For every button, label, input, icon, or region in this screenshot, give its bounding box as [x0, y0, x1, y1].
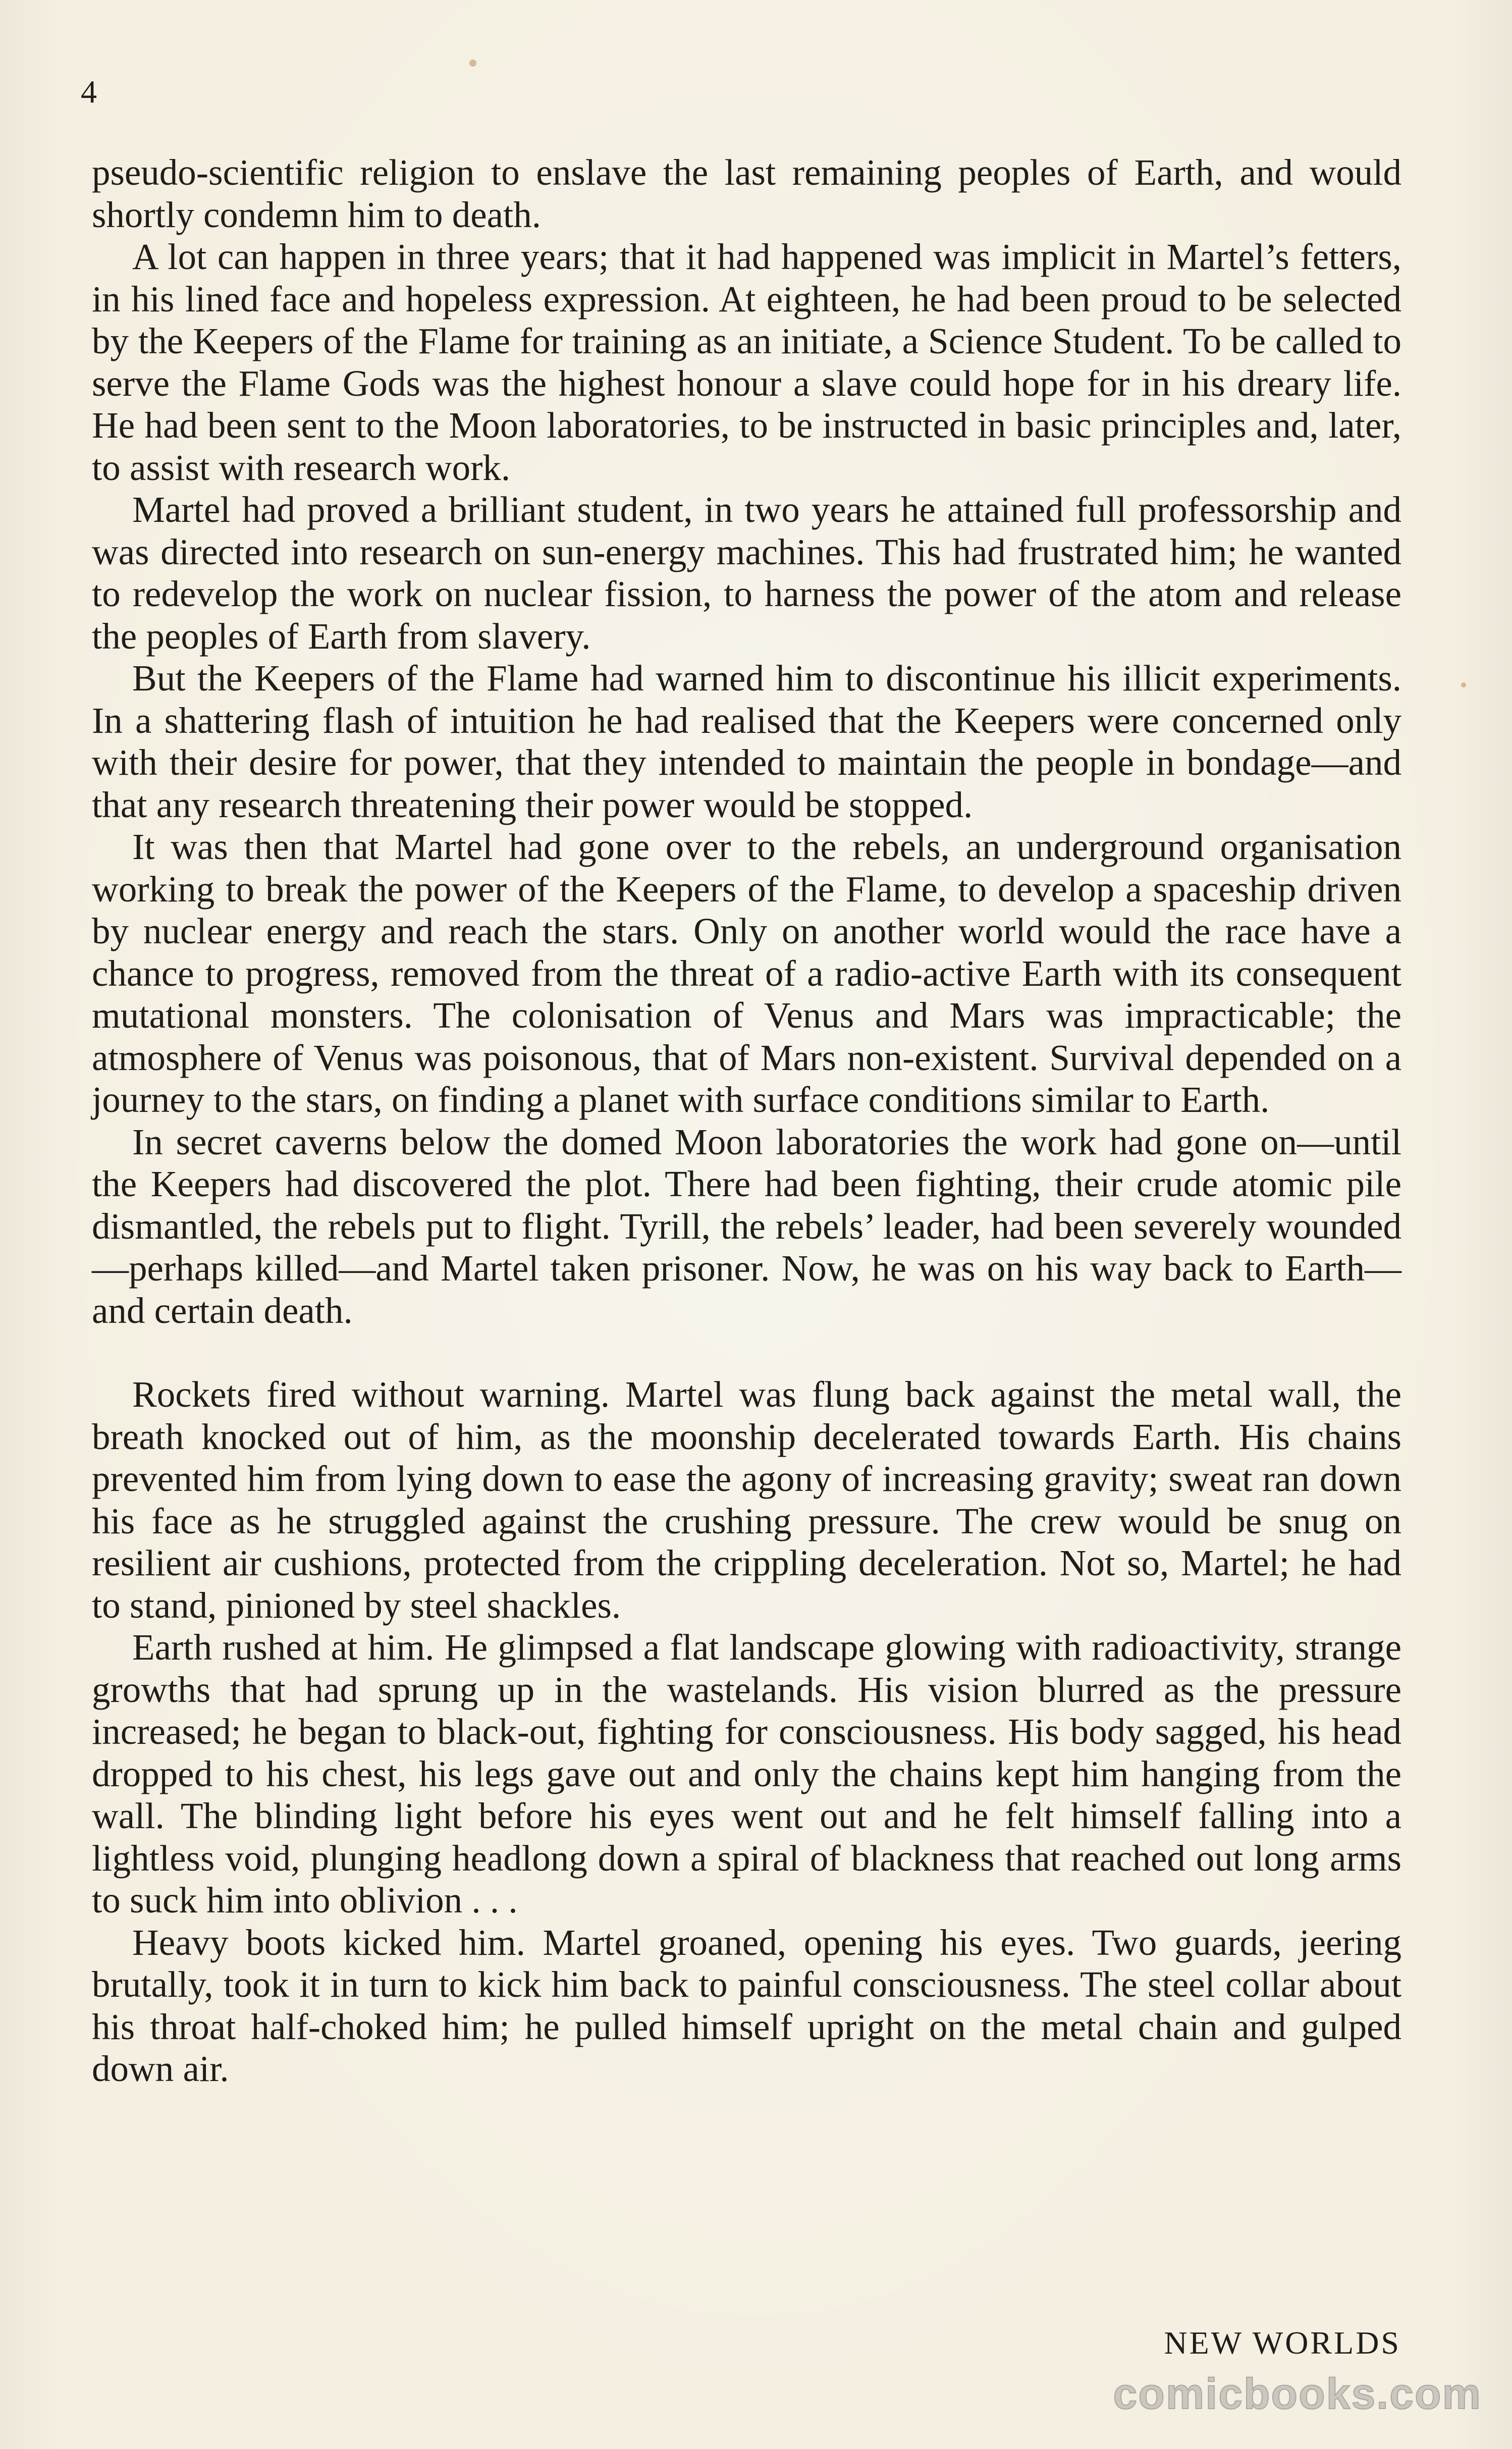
- paragraph-4: But the Keepers of the Flame had warned him to discontinue his illicit experiments. In a shattering flash of intuition he had realised that the Keepers were concerned only with their desire for power, that they intended to maintain the people in bondage—and that any research threatening their power would be stopped.: [92, 658, 1401, 825]
- paragraph-1: pseudo-scientific religion to enslave the last remaining peoples of Earth, and would shortly condemn him to death.: [92, 152, 1401, 235]
- paragraph-3: Martel had proved a brilliant student, in two years he attained full professorship and was directed into research on sun-energy machines. This had frustrated him; he wanted to redevelop the work on nuclear fission, to harness the power of the atom and release the peoples of Earth from slavery.: [92, 489, 1401, 657]
- paragraph-9: Heavy boots kicked him. Martel groaned, opening his eyes. Two guards, jeering brutally, took it in turn to kick him back to painful consciousness. The steel collar about his throat half-choked him; he pulled himself upright on the metal chain and gulped down air.: [92, 1922, 1401, 2089]
- page-number: 4: [81, 74, 97, 110]
- watermark-logo: comicbooks.com: [1113, 2370, 1482, 2418]
- paragraph-6: In secret caverns below the domed Moon laboratories the work had gone on—until the Keepers had discovered the plot. There had been fighting, their crude atomic pile dismantled, the rebels put to flight. Tyrill, the rebels’ leader, had been severely wounded—perhaps killed—and Martel taken prisoner. Now, he was on his way back to Earth—and certain death.: [92, 1121, 1401, 1331]
- paragraph-8: Earth rushed at him. He glimpsed a flat landscape glowing with radioactivity, strange growths that had sprung up in the wastelands. His vision blurred as the pressure increased; he began to black-out, fighting for consciousness. His body sagged, his head dropped to his chest, his legs gave out and only the chains kept him hanging from the wall. The blinding light before his eyes went out and he felt himself falling into a lightless void, plunging headlong down a spiral of blackness that reached out long arms to suck him into oblivion . . .: [92, 1627, 1401, 1921]
- magazine-title-footer: NEW WORLDS: [1164, 2325, 1401, 2361]
- paragraph-5: It was then that Martel had gone over to the rebels, an underground organisation working to break the power of the Keepers of the Flame, to develop a spaceship driven by nuclear energy and reach the stars. Only on another world would the race have a chance to progress, removed from the threat of a radio-active Earth with its consequent mutational monsters. The colonisation of Venus and Mars was impracticable; the atmosphere of Venus was poisonous, that of Mars non-existent. Survival depended on a journey to the stars, on finding a planet with surface conditions similar to Earth.: [92, 826, 1401, 1120]
- paper-speck: [1461, 682, 1466, 687]
- paragraph-7: Rockets fired without warning. Martel was flung back against the metal wall, the breath knocked out of him, as the moonship decelerated towards Earth. His chains prevented him from lying down to ease the agony of increasing gravity; sweat ran down his face as he struggled against the crushing pressure. The crew would be snug on resilient air cushions, protected from the crippling deceleration. Not so, Martel; he had to stand, pinioned by steel shackles.: [92, 1374, 1401, 1626]
- paragraph-2: A lot can happen in three years; that it had happened was implicit in Martel’s fetters, in his lined face and hopeless expression. At eighteen, he had been proud to be selected by the Keepers of the Flame for training as an initiate, a Science Student. To be called to serve the Flame Gods was the highest honour a slave could hope for in his dreary life. He had been sent to the Moon laboratories, to be instructed in basic principles and, later, to assist with research work.: [92, 236, 1401, 488]
- story-text: [92, 151, 1401, 2090]
- paper-speck: [469, 60, 476, 67]
